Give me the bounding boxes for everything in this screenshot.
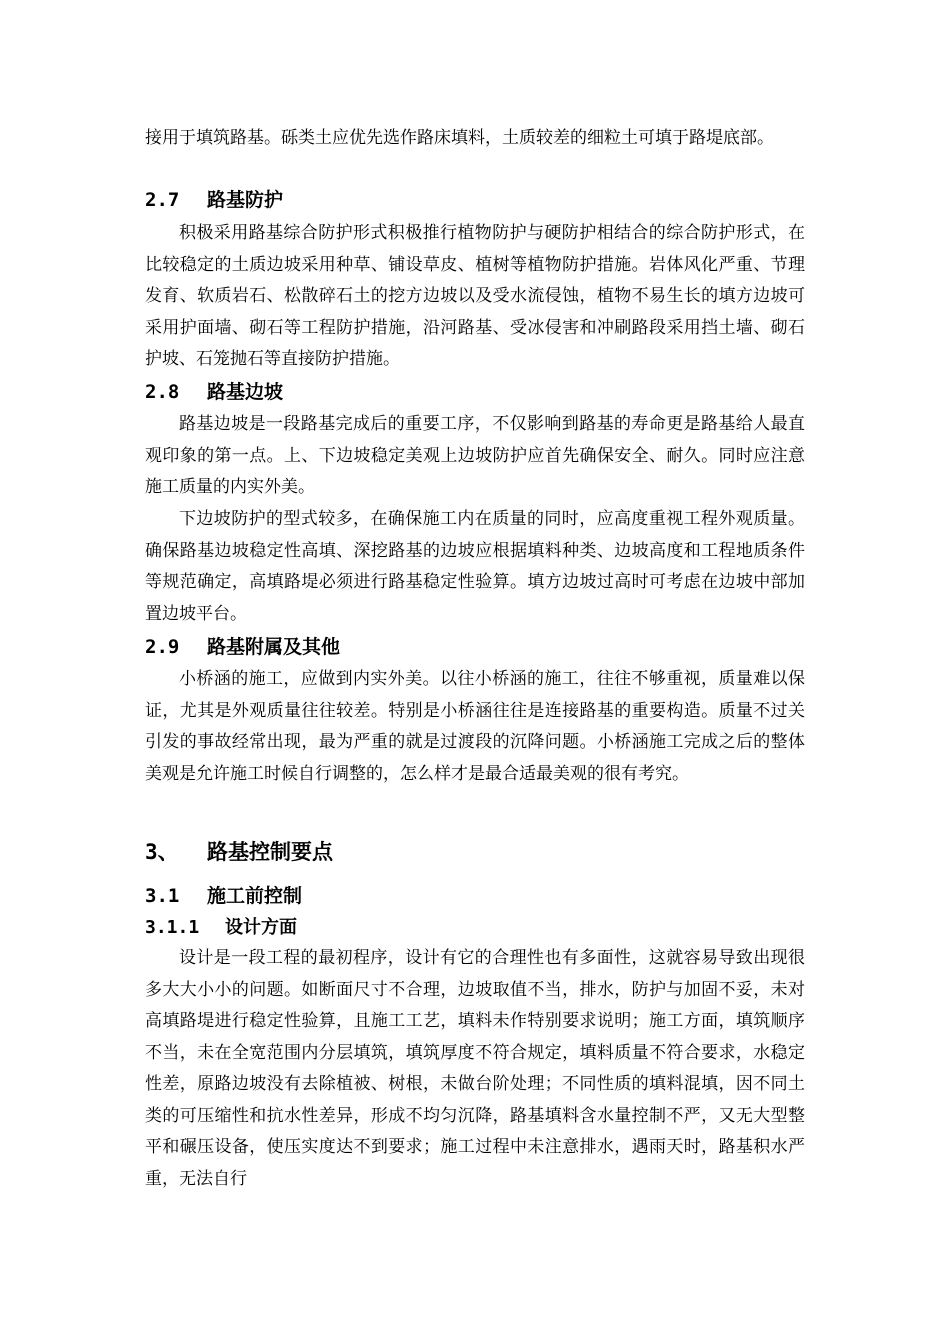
section-2-8-body-2 (145, 504, 805, 630)
body-paragraph: 设计是一段工程的最初程序，设计有它的合理性也有多面性，这就容易导致出现很多大大小小的问题。如断面尺寸不合理，边坡取值不当，排水，防护与加固不妥，未对高填路堤进行稳定性验算，且施工工艺，填料未作特别要求说明；施工方面，填筑顺序不当，未在全宽范围内分层填筑，填筑厚度不符合规定，填料质量不符合要求，水稳定性差，原路边坡没有去除植被、树根，未做台阶处理；不同性质的填料混填，因不同土类的可压缩性和抗水性差异，形成不均匀沉降，路基填料含水量控制不严，又无大型整平和碾压设备，使压实度达不到要求；施工过程中未注意排水，遇雨天时，路基积水严重，无法自行 (145, 948, 805, 1189)
section-number: 2.9 (145, 636, 180, 658)
chapter-title: 路基控制要点 (207, 840, 333, 864)
section-2-9 (145, 632, 805, 662)
section-2-9-body (145, 664, 805, 790)
section-2-7 (145, 185, 805, 215)
section-2-8-body-1 (145, 409, 805, 504)
section-heading-3-1 (145, 881, 805, 911)
section-2-7-body (145, 218, 805, 376)
body-paragraph: 路基边坡是一段路基完成后的重要工序，不仅影响到路基的寿命更是路基给人最直观印象的第一点。上、下边坡稳定美观上边坡防护应首先确保安全、耐久。同时应注意施工质量的内实外美。 (145, 414, 805, 497)
section-title: 施工前控制 (207, 885, 303, 907)
body-paragraph: 小桥涵的施工，应做到内实外美。以往小桥涵的施工，往往不够重视，质量难以保证，尤其是外观质量往往较差。特别是小桥涵往往是连接路基的重要构造。质量不过关引发的事故经常出现，最为严重的就是过渡段的沉降问题。小桥涵施工完成之后的整体美观是允许施工时候自行调整的，怎么样才是最合适最美观的很有考究。 (145, 669, 805, 784)
chapter-number: 3、 (145, 840, 179, 864)
section-3-1-1-body (145, 943, 805, 1195)
section-number: 3.1.1 (145, 917, 200, 938)
continuation-paragraph-block (145, 123, 805, 155)
continuation-paragraph: 接用于填筑路基。砾类土应优先选作路床填料，土质较差的细粒土可填于路堤底部。 (145, 128, 774, 148)
section-3 (145, 836, 805, 868)
section-number: 2.7 (145, 189, 180, 211)
section-number: 3.1 (145, 885, 180, 907)
section-title: 路基防护 (207, 189, 284, 211)
section-title: 设计方面 (225, 917, 297, 938)
chapter-heading-3 (145, 836, 805, 868)
section-title: 路基附属及其他 (207, 636, 341, 658)
section-heading-2-9 (145, 632, 805, 662)
section-heading-3-1-1 (145, 914, 805, 942)
body-paragraph: 下边坡防护的型式较多，在确保施工内在质量的同时，应高度重视工程外观质量。确保路基边坡稳定性高填、深挖路基的边坡应根据填料种类、边坡高度和工程地质条件等规范确定，高填路堤必须进行路基稳定性验算。填方边坡过高时可考虑在边坡中部加置边坡平台。 (145, 509, 805, 624)
section-3-1 (145, 881, 805, 911)
body-paragraph: 积极采用路基综合防护形式积极推行植物防护与硬防护相结合的综合防护形式，在比较稳定的土质边坡采用种草、铺设草皮、植树等植物防护措施。岩体风化严重、节理发育、软质岩石、松散碎石土的挖方边坡以及受水流侵蚀，植物不易生长的填方边坡可采用护面墙、砌石等工程防护措施，沿河路基、受冰侵害和冲刷路段采用挡土墙、砌石护坡、石笼抛石等直接防护措施。 (145, 223, 805, 369)
section-3-1-1 (145, 914, 805, 942)
section-2-8 (145, 377, 805, 407)
section-number: 2.8 (145, 381, 180, 403)
section-title: 路基边坡 (207, 381, 284, 403)
section-heading-2-8 (145, 377, 805, 407)
section-heading-2-7 (145, 185, 805, 215)
